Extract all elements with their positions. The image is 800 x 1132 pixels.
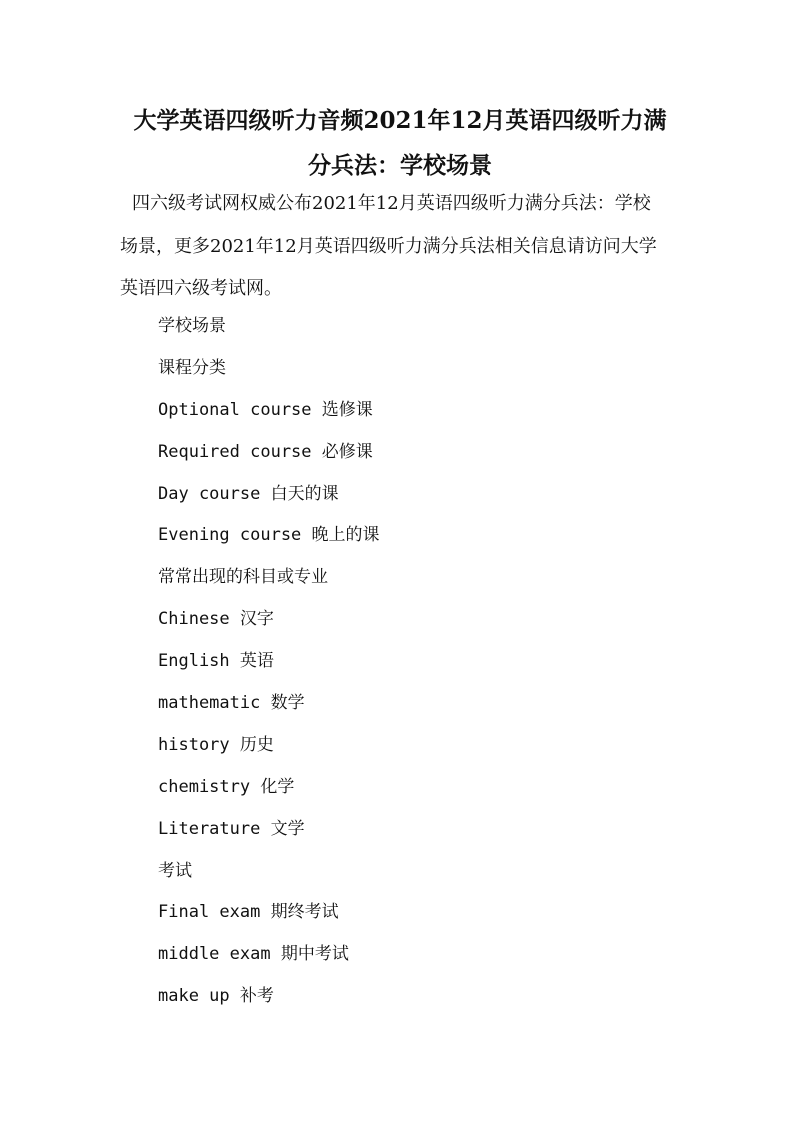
list-item: Evening course 晚上的课 — [158, 525, 380, 546]
document-title-line-2: 分兵法：学校场景 — [308, 152, 492, 179]
list-item: Required course 必修课 — [158, 441, 373, 462]
list-item: chemistry 化学 — [158, 776, 295, 797]
list-item: middle exam 期中考试 — [158, 944, 349, 965]
list-item: 学校场景 — [158, 316, 226, 336]
document-title-line-1: 大学英语四级听力音频2021年12月英语四级听力满 — [133, 107, 667, 134]
intro-paragraph-line-1: 四六级考试网权威公布2021年12月英语四级听力满分兵法：学校 — [132, 193, 651, 214]
list-item: Chinese 汉字 — [158, 609, 274, 630]
vocabulary-list — [158, 306, 380, 1018]
list-item: Final exam 期终考试 — [158, 902, 339, 923]
intro-paragraph-line-2: 场景，更多2021年12月英语四级听力满分兵法相关信息请访问大学 — [120, 236, 657, 257]
list-item: history 历史 — [158, 734, 274, 755]
list-item: English 英语 — [158, 651, 274, 672]
list-item: Literature 文学 — [158, 818, 305, 839]
list-item: make up 补考 — [158, 986, 274, 1007]
list-item: mathematic 数学 — [158, 693, 305, 714]
intro-paragraph-line-3: 英语四六级考试网。 — [120, 278, 282, 299]
list-item: 常常出现的科目或专业 — [158, 567, 328, 588]
list-item: 课程分类 — [158, 357, 226, 378]
list-item: Optional course 选修课 — [158, 399, 373, 420]
list-item: Day course 白天的课 — [158, 483, 339, 504]
list-item: 考试 — [158, 860, 192, 881]
